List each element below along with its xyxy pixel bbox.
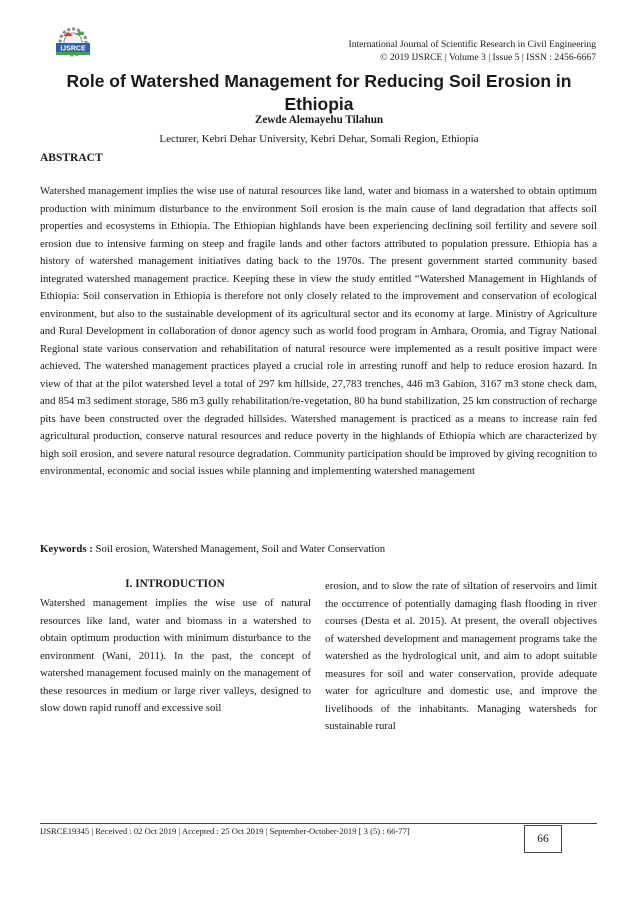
keywords-line (40, 543, 600, 555)
logo-text: IJSRCE (60, 45, 86, 53)
abstract-body: Watershed management implies the wise use of natural resources like land, water and biomass in a watershed to obtain optimum production with minimum disturbance to the environment Soil erosion is the main cause of land degradation that affects soil properties and ecosystems in Ethiopia. The Ethiopian highlands have been experiencing declining soil fertility and severe soil erosion due to intensive farming on steep and fragile lands and other factors attributed to population pressure. Ethiopia has a history of watershed management initiatives dating back to the 1970s. The present government started community based integrated watershed management practice. Keeping these in view the study entitled “Watershed Management in Highlands of Ethiopia: Soil conservation in Ethiopia is therefore not only closely related to the improvement and conservation of ecological environment, but also to the sustainable development of its agricultural sector and its economy at large. Ministry of Agriculture and Rural Development in collaboration of donor agency such as world food program in Amhara, Oromia, and Tigray National Regional state various conservation and rehabilitation of natural resource were implemented as a result positive impact were achieved. The watershed management practices played a crucial role in arresting runoff and help to reduce erosion hazard. In view of that at the pilot watershed level a total of 297 km hillside, 27,783 trenches, 446 m3 Gabion, 3167 m3 stone check dam, and 854 m3 sediment storage, 586 m3 gully rehabilitation/re-vegetation, 80 ha bund stabilization, 25 km construction of recharge pits have been constructed over the degraded hillsides. Watershed management is practiced as a means to increase rain fed agricultural production, conserve natural resources and reduce poverty in the highlands of Ethiopia which are characterized by high soil erosion, and severe natural resource degradation. Community participation should be improved by giving recognition to environmental, economic and social issues while planning and implementing watershed management (40, 185, 597, 477)
author-name: Zewde Alemayehu Tilahun (254, 114, 384, 126)
footer-divider (40, 823, 597, 824)
keywords-label: Keywords : (40, 543, 93, 555)
article-title: Role of Watershed Management for Reducing Soil Erosion in Ethiopia (66, 71, 572, 114)
journal-header (349, 38, 597, 64)
gear-logo-icon (50, 24, 96, 62)
abstract-heading: ABSTRACT (40, 152, 103, 164)
keywords-text: Soil erosion, Watershed Management, Soil and Water Conservation (95, 543, 386, 555)
author-affiliation: Lecturer, Kebri Dehar University, Kebri Dehar, Somali Region, Ethiopia (159, 133, 479, 145)
introduction-left-column: Watershed management implies the wise use of natural resources like land, water and biomass in a watershed to obtain optimum production with minimum disturbance to the environment (Wani, 2011). In the past, the concept of watershed management focused mainly on the management of these resources in medium or large river valleys, designed to slow down rapid runoff and excessive soil (40, 597, 311, 714)
footer-citation: IJSRCE19345 | Received : 02 Oct 2019 | Accepted : 25 Oct 2019 | September-October-2019 [ 3 (5) : 66-77] (40, 826, 410, 836)
introduction-right-column: erosion, and to slow the rate of siltation of reservoirs and limit the occurrence of potentially damaging flash flooding in river courses (Desta et al. 2015). At present, the overall objectives of watershed development and management programs take the watershed as the hydrological unit, and aim to adopt suitable measures for soil and water conservation, provide adequate water for agriculture and domestic use, and improve the livelihoods of the inhabitants. Managing watersheds for sustainable rural (325, 580, 597, 732)
journal-logo (50, 24, 96, 62)
issue-info: © 2019 IJSRCE | Volume 3 | Issue 5 | ISSN : 2456-6667 (380, 52, 596, 63)
page-number: 66 (524, 825, 562, 853)
introduction-heading: I. INTRODUCTION (125, 578, 225, 590)
journal-name: International Journal of Scientific Research in Civil Engineering (348, 39, 596, 50)
